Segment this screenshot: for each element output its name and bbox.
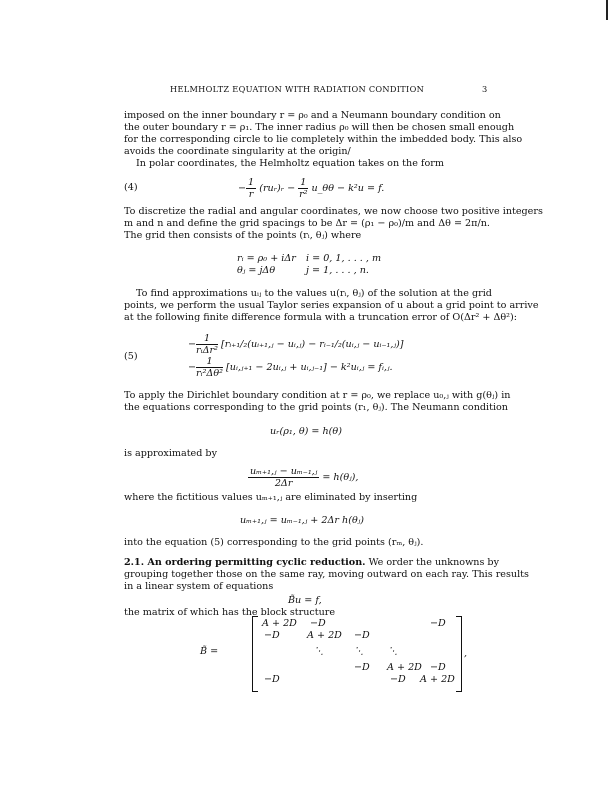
matrix-cell: A + 2D — [307, 630, 342, 641]
frac-den: rᵢΔr² — [196, 345, 218, 356]
text-line: points, we perform the usual Taylor series expansion of u about a grid point to arrive — [124, 300, 539, 311]
frac-num: 1 — [196, 356, 223, 368]
text-line: in a linear system of equations — [124, 581, 274, 592]
left-bracket — [252, 616, 258, 692]
right-bracket — [456, 616, 462, 692]
section-heading: 2.1. An ordering permitting cyclic reduction. — [124, 557, 366, 568]
matrix-cell: ⋱ — [388, 646, 398, 657]
eq-part: u_θθ − k²u = f. — [311, 183, 385, 194]
text-line: In polar coordinates, the Helmholtz equation takes on the form — [136, 158, 444, 169]
matrix-cell: −D — [354, 630, 370, 641]
matrix-cell: −D — [354, 662, 370, 673]
text-line: into the equation (5) corresponding to the grid points (rₘ, θⱼ). — [124, 537, 424, 548]
text-line: the matrix of which has the block structure — [124, 607, 336, 618]
matrix-cell: −D — [264, 630, 280, 641]
grid-theta-def: θⱼ = jΔθ — [237, 265, 276, 276]
matrix-cell: A + 2D — [420, 674, 455, 685]
matrix-cell: ⋱ — [314, 646, 324, 657]
frac-num: 1 — [248, 177, 255, 188]
eq-part: [rᵢ₊₁/₂(uᵢ₊₁,ⱼ − uᵢ,ⱼ) − rᵢ₋₁/₂(uᵢ,ⱼ − uᵢ₋₁,ⱼ)] — [221, 339, 404, 350]
text-line: To discretize the radial and angular coordinates, we now choose two positive integers — [124, 206, 543, 217]
eq-part: [uᵢ,ⱼ₊₁ − 2uᵢ,ⱼ + uᵢ,ⱼ₋₁] − k²uᵢ,ⱼ = fᵢ,ⱼ. — [226, 362, 393, 373]
equation-label: (5) — [124, 351, 138, 362]
text-line: To apply the Dirichlet boundary condition at r = ρ₀, we replace u₀,ⱼ with g(θⱼ) in — [124, 390, 511, 401]
matrix-cell: −D — [264, 674, 280, 685]
text-line: To find approximations uᵢⱼ to the values u(rᵢ, θⱼ) of the solution at the grid — [136, 288, 492, 299]
eq-part: (ruᵣ)ᵣ − — [259, 183, 296, 194]
frac-den: r² — [299, 189, 308, 200]
equation-neumann: uᵣ(ρ₁, θ) = h(θ) — [270, 426, 342, 437]
running-header: HELMHOLTZ EQUATION WITH RADIATION CONDITION — [170, 84, 425, 94]
grid-r-def: rᵢ = ρ₀ + iΔr — [237, 253, 296, 264]
page-number: 3 — [482, 84, 488, 94]
grid-r-range: i = 0, 1, . . . , m — [306, 253, 382, 264]
matrix-cell: −D — [430, 618, 446, 629]
equation-5-line-2: − $\frac{1}{\text{rᵢ²Δθ²}}$ [uᵢ,ⱼ₊₁ − 2uᵢ,ⱼ + uᵢ,ⱼ₋₁] − k²uᵢ,ⱼ = fᵢ,ⱼ. — [188, 356, 393, 379]
matrix-cell: A + 2D — [387, 662, 422, 673]
text-line: is approximated by — [124, 448, 217, 459]
equation-4: − $\frac{1}{r}$ (ruᵣ)ᵣ − $\frac{1}{\text{r²}}$ u_θθ − k²u = f. — [238, 177, 385, 200]
matrix-cell: ⋱ — [354, 646, 364, 657]
matrix-comma: , — [464, 648, 468, 659]
section-line — [124, 557, 499, 569]
matrix-cell: −D — [390, 674, 406, 685]
matrix-lhs: B̃ = — [200, 646, 219, 657]
text-line: avoids the coordinate singularity at the origin/ — [124, 146, 351, 157]
frac-den: 2Δr — [274, 478, 293, 489]
frac-num: uₘ₊₁,ⱼ − uₘ₋₁,ⱼ — [250, 466, 318, 477]
matrix-cell: −D — [310, 618, 326, 629]
text-span: We order the unknowns by — [365, 557, 499, 568]
equation-system: B̃u = f, — [288, 595, 322, 606]
text-line: imposed on the inner boundary r = ρ₀ and a Neumann boundary condition on — [124, 110, 501, 121]
text-line: The grid then consists of the points (rᵢ, θⱼ) where — [124, 230, 362, 241]
frac-den: rᵢ²Δθ² — [196, 368, 223, 379]
equation-insert: uₘ₊₁,ⱼ = uₘ₋₁,ⱼ + 2Δr h(θⱼ) — [240, 515, 365, 526]
eq-part: = h(θⱼ), — [322, 472, 359, 483]
text-line: at the following finite difference formula with a truncation error of O(Δr² + Δθ²): — [124, 312, 517, 323]
scan-mark — [606, 0, 608, 20]
frac-num: 1 — [300, 177, 307, 188]
text-line: grouping together those on the same ray, moving outward on each ray. This results — [124, 569, 529, 580]
text-line: for the corresponding circle to lie completely within the imbedded body. This also — [124, 134, 523, 145]
matrix-cell: A + 2D — [262, 618, 297, 629]
frac-den: r — [248, 189, 254, 200]
text-line: the equations corresponding to the grid points (r₁, θⱼ). The Neumann condition — [124, 402, 508, 413]
text-line: where the fictitious values uₘ₊₁,ⱼ are eliminated by inserting — [124, 492, 418, 503]
frac-num: 1 — [196, 333, 218, 345]
matrix-cell: −D — [430, 662, 446, 673]
equation-approx — [248, 466, 358, 489]
text-line: m and n and define the grid spacings to be Δr = (ρ₁ − ρ₀)/m and Δθ = 2π/n. — [124, 218, 490, 229]
equation-label: (4) — [124, 182, 138, 193]
equation-5-line-1: − $\frac{1}{\text{rᵢΔr²}}$ [rᵢ₊₁/₂(uᵢ₊₁,ⱼ − uᵢ,ⱼ) − rᵢ₋₁/₂(uᵢ,ⱼ − uᵢ₋₁,ⱼ)] — [188, 333, 404, 356]
text-line: the outer boundary r = ρ₁. The inner radius ρ₀ will then be chosen small enough — [124, 122, 515, 133]
grid-theta-range: j = 1, . . . , n. — [306, 265, 369, 276]
